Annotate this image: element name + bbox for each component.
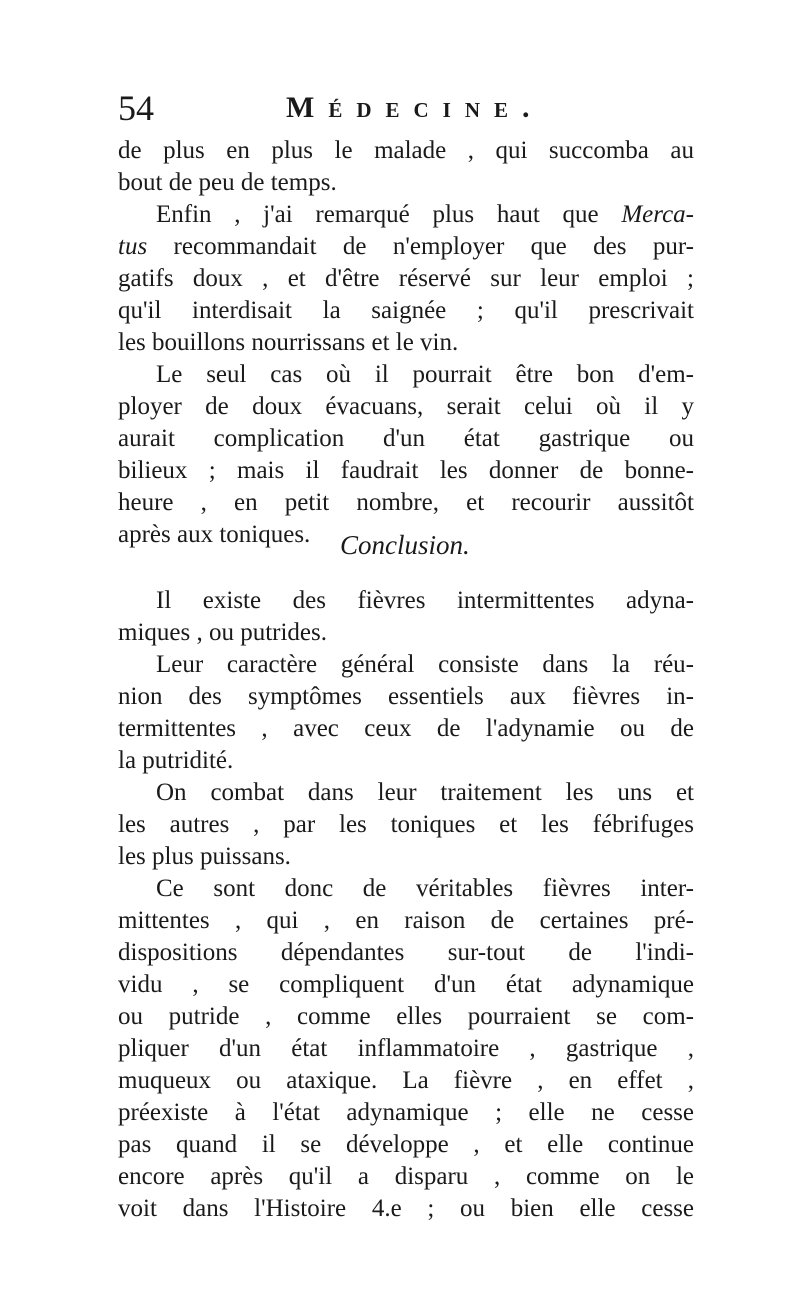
text-line: bout de peu de temps. (118, 169, 337, 196)
text-line: miques , ou putrides. (118, 619, 328, 646)
text-line: Le seul cas où il pourrait être bon d'em- (156, 361, 694, 388)
text-line: encore après qu'il a disparu , comme on le (118, 1163, 694, 1190)
text-line-part: Enfin , j'ai remarqué plus haut que Merca- (156, 201, 694, 228)
text-line: nion des symptômes essentiels aux fièvres in- (118, 683, 694, 710)
page-number: 54 (118, 88, 154, 128)
text-line: aurait complication d'un état gastrique ou (118, 425, 694, 452)
text-line: muqueux ou ataxique. La fièvre , en effet , (118, 1067, 694, 1094)
text-line: termittentes , avec ceux de l'adynamie ou de (118, 715, 694, 742)
text-line: vidu , se compliquent d'un état adynamique (118, 971, 694, 998)
text-line: gatifs doux , et d'être réservé sur leur emploi ; (118, 265, 694, 292)
text-line: heure , en petit nombre, et recourir aussitôt (118, 489, 694, 516)
text-line: préexiste à l'état adynamique ; elle ne cesse (118, 1099, 694, 1126)
text-line: bilieux ; mais il faudrait les donner de bonne- (118, 457, 694, 484)
text-line (156, 199, 694, 230)
text-line: ployer de doux évacuans, serait celui où il y (118, 393, 694, 420)
text-line: pliquer d'un état inflammatoire , gastrique , (118, 1035, 694, 1062)
section-heading: Conclusion. (340, 530, 470, 560)
text-line (118, 231, 694, 262)
text-line: la putridité. (118, 747, 234, 774)
text-line: après aux toniques. (118, 521, 311, 548)
text-line: Il existe des fièvres intermittentes adyna- (156, 587, 694, 614)
text-line: de plus en plus le malade , qui succomba au (118, 137, 694, 164)
text-line-part: tus recommandait de n'employer que des pur- (118, 233, 694, 260)
text-line: les plus puissans. (118, 843, 291, 870)
text-line: voit dans l'Histoire 4.e ; ou bien elle cesse (118, 1195, 694, 1222)
page-header (118, 88, 678, 128)
text-line: Leur caractère général consiste dans la réu- (156, 651, 694, 678)
text-line: On combat dans leur traitement les uns et (156, 779, 694, 806)
running-title: Médecine. (286, 91, 544, 124)
text-line: pas quand il se développe , et elle continue (118, 1131, 694, 1158)
text-line: les autres , par les toniques et les fébrifuges (118, 811, 694, 838)
text-line: dispositions dépendantes sur-tout de l'indi- (118, 939, 694, 966)
text-line: mittentes , qui , en raison de certaines pré- (118, 907, 694, 934)
text-line: ou putride , comme elles pourraient se com- (118, 1003, 694, 1030)
text-line: qu'il interdisait la saignée ; qu'il prescrivait (118, 297, 694, 324)
text-line: les bouillons nourrissans et le vin. (118, 329, 459, 356)
text-line: Ce sont donc de véritables fièvres inter- (156, 875, 694, 902)
